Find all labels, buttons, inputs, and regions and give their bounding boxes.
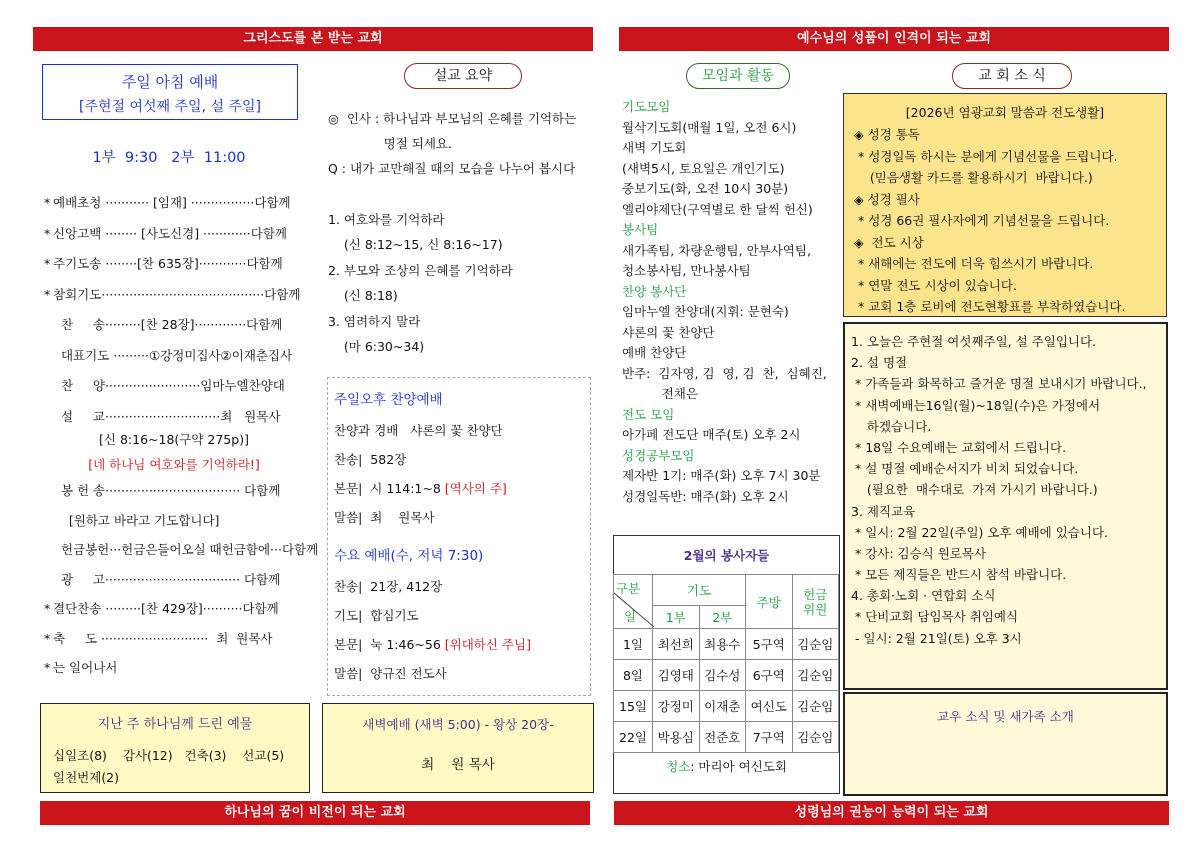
yellow-line: * 연말 전도 시상이 있습니다. bbox=[854, 277, 1017, 293]
wednesday-text: 찬송| 21장, 412장 bbox=[334, 579, 443, 594]
table-cell: 김수성 bbox=[699, 660, 746, 691]
il-label: 일 bbox=[624, 609, 637, 624]
activity-heading: 봉사팀 bbox=[622, 222, 659, 237]
order-item bbox=[44, 506, 304, 536]
table-cell: 김순임 bbox=[792, 660, 839, 691]
worship-title: 주일 아침 예배 bbox=[121, 73, 219, 91]
order-item bbox=[44, 280, 304, 311]
banner-top-right: 예수님의 성품이 인격이 되는 교회 bbox=[619, 27, 1169, 51]
yellow-line: * 성경 66권 필사자에게 기념선물을 드립니다. bbox=[854, 213, 1110, 228]
order-item bbox=[44, 219, 304, 250]
summary-line: (마 6:30~34) bbox=[328, 339, 425, 354]
activity-heading: 기도모임 bbox=[622, 99, 671, 114]
members-title: 교우 소식 및 새가족 소개 bbox=[937, 709, 1074, 724]
activity-item: (새벽5시, 토요일은 개인기도) bbox=[622, 160, 785, 176]
worship-order bbox=[44, 188, 304, 432]
worship-scripture: [신 8:16~18(구약 275p)] bbox=[99, 432, 249, 447]
order-text: 헌금봉헌···헌금은들어오실 때헌금함에···다함께 bbox=[53, 542, 319, 557]
service-line bbox=[334, 630, 590, 659]
service-box bbox=[613, 535, 840, 794]
service-line bbox=[334, 445, 590, 474]
notice-line: 4. 총회·노회 · 연합회 소식 bbox=[851, 588, 996, 604]
wednesday-lines bbox=[334, 572, 590, 688]
notice-line: * 가족들과 화목하고 즐거운 명절 보내시기 바랍니다., bbox=[851, 376, 1147, 392]
activity-item: 샤론의 꽃 찬양단 bbox=[622, 324, 715, 340]
table-cell: 최용수 bbox=[699, 629, 746, 660]
service-line bbox=[334, 659, 590, 688]
notices-list bbox=[851, 331, 1166, 649]
table-cell: 7구역 bbox=[746, 722, 793, 753]
sermon-summary bbox=[328, 106, 588, 360]
yellow-line: ◈ 성경 필사 bbox=[854, 191, 920, 207]
banner-top-left: 그리스도를 본 받는 교회 bbox=[33, 27, 593, 51]
activity-item: 예배 찬양단 bbox=[622, 345, 687, 360]
notice-line: * 단비교회 담임목사 취임예식 bbox=[851, 609, 1019, 625]
order-text: 봉 헌 송·································· 다함께 bbox=[53, 483, 281, 498]
order-item bbox=[44, 188, 304, 219]
order-star: * bbox=[44, 225, 51, 241]
worship-times: 1부 9:30 2부 11:00 bbox=[92, 150, 246, 166]
order-item bbox=[44, 249, 304, 280]
order-text: 설 교·····························최 원목사 bbox=[53, 408, 281, 424]
activities-list bbox=[622, 97, 840, 507]
order-star: * bbox=[44, 601, 51, 616]
order-text: 결단찬송 ·········[찬 429장]··········다함께 bbox=[53, 601, 279, 616]
afternoon-text: 찬양과 경배 샤론의 꽃 찬양단 bbox=[334, 423, 503, 438]
table-row bbox=[614, 629, 839, 660]
activity-item: 전채은 bbox=[622, 386, 698, 401]
order-text: 찬 송·········[찬 28장]·············다함께 bbox=[53, 317, 283, 332]
yellow-line: (믿음생활 카드를 활용하시기 바랍니다.) bbox=[854, 170, 1093, 185]
table-cell: 여신도 bbox=[746, 691, 793, 722]
order-star: * bbox=[44, 256, 51, 271]
offering-line-2: 일천번제(2) bbox=[53, 770, 120, 785]
notice-line: * 설 명절 예배순서지가 비치 되었습니다. bbox=[851, 461, 1079, 477]
worship-title-box bbox=[42, 64, 298, 120]
yellow-line: * 교회 1층 로비에 전도현황표를 부착하였습니다. bbox=[854, 299, 1126, 314]
cleaning bbox=[614, 757, 839, 775]
yellow-line: ◈ 전도 시상 bbox=[854, 234, 924, 250]
news-label: 교 회 소 식 bbox=[952, 63, 1072, 89]
notice-line: (필요한 매수대로 가져 가시기 바랍니다.) bbox=[851, 482, 1098, 498]
service-table bbox=[613, 574, 839, 753]
notices-box bbox=[843, 322, 1168, 690]
yellow-title: [2026년 염광교회 말씀과 전도생활] bbox=[905, 105, 1105, 120]
banner-bottom-left: 하나님의 꿈이 비전이 되는 교회 bbox=[40, 801, 590, 825]
activity-item: 월삭기도회(매월 1일, 오전 6시) bbox=[622, 119, 797, 135]
summary-line: 3. 염려하지 말라 bbox=[328, 313, 421, 329]
evening-services-box bbox=[327, 377, 591, 696]
table-row bbox=[614, 660, 839, 691]
dawn-box bbox=[322, 703, 594, 793]
notice-line: * 일시: 2월 22일(주일) 오후 예배에 있습니다. bbox=[851, 524, 1108, 540]
order-item bbox=[44, 565, 304, 595]
order-text: 는 일어나서 bbox=[53, 660, 118, 675]
notice-line: 하겠습니다. bbox=[851, 418, 932, 434]
activities-label: 모임과 활동 bbox=[686, 63, 790, 89]
notice-line: * 강사: 김승식 원로목사 bbox=[851, 545, 987, 561]
service-line bbox=[334, 572, 590, 601]
worship-subtitle: [주현절 여섯째 주일, 설 주일] bbox=[79, 99, 261, 115]
offering-title: 지난 주 하나님께 드린 예물 bbox=[97, 717, 253, 732]
order-text: 주기도송 ········[찬 635장]············다함께 bbox=[53, 256, 283, 271]
summary-line: (신 8:12~15, 신 8:16~17) bbox=[328, 237, 503, 252]
activity-item: 제자반 1기: 매주(화) 오후 7시 30분 bbox=[622, 468, 821, 483]
summary-line: 2. 부모와 조상의 은혜를 기억하라 bbox=[328, 262, 513, 278]
order-item bbox=[44, 535, 319, 565]
table-row bbox=[614, 691, 839, 722]
2bu-header: 2부 bbox=[699, 606, 746, 629]
activity-heading: 전도 모임 bbox=[622, 406, 675, 422]
order-item bbox=[44, 402, 304, 433]
afternoon-title: 주일오후 찬양예배 bbox=[334, 392, 443, 408]
order-star: * bbox=[44, 660, 51, 675]
order-text: 찬 양························임마누엘찬양대 bbox=[53, 378, 285, 393]
notice-line: - 일시: 2월 21일(토) 오후 3시 bbox=[851, 630, 1022, 646]
service-title: 2월의 봉사자들 bbox=[683, 548, 770, 563]
summary-line: 1. 여호와를 기억하라 bbox=[328, 211, 445, 227]
activity-item: 성경일독반: 매주(화) 오후 2시 bbox=[622, 488, 789, 504]
table-cell: 김영태 bbox=[653, 660, 700, 691]
notice-line: * 18일 수요예배는 교회에서 드립니다. bbox=[851, 439, 1067, 455]
service-line bbox=[334, 416, 590, 445]
yellow-line: * 성경일독 하시는 분에게 기념선물을 드립니다. bbox=[854, 148, 1118, 164]
table-row bbox=[614, 722, 839, 753]
activity-item: 엘리야제단(구역별로 한 달씩 헌신) bbox=[622, 201, 813, 217]
table-cell: 8일 bbox=[614, 660, 653, 691]
sermon-summary-label: 설교 요약 bbox=[404, 63, 522, 89]
activity-heading: 성경공부모임 bbox=[622, 447, 695, 463]
notice-line: * 새벽예배는16일(월)~18일(수)은 가정에서 bbox=[851, 397, 1101, 413]
table-cell: 전준호 bbox=[699, 722, 746, 753]
summary-line bbox=[328, 181, 588, 207]
activity-heading: 찬양 봉사단 bbox=[622, 283, 687, 299]
wednesday-title: 수요 예배(수, 저녁 7:30) bbox=[334, 548, 484, 564]
order-item bbox=[44, 341, 304, 372]
pray-header: 기도 bbox=[653, 575, 746, 606]
activity-item: 새가족팀, 차량운행팀, 안부사역팀, bbox=[622, 242, 811, 258]
order-item bbox=[44, 476, 304, 506]
order-star: * bbox=[44, 630, 51, 646]
banner-bottom-right: 성령님의 권능이 능력이 되는 교회 bbox=[614, 801, 1169, 825]
service-line bbox=[334, 503, 590, 532]
order-item bbox=[44, 371, 304, 402]
table-cell: 이재춘 bbox=[699, 691, 746, 722]
order-text: [원하고 바라고 기도합니다] bbox=[53, 512, 220, 528]
table-cell: 1일 bbox=[614, 629, 653, 660]
service-line bbox=[334, 474, 590, 503]
order-text: 참회기도·········································다함께 bbox=[53, 286, 301, 302]
table-cell: 22일 bbox=[614, 722, 653, 753]
table-cell: 김순임 bbox=[792, 629, 839, 660]
sermon-title: [네 하나님 여호와를 기억하라!] bbox=[88, 457, 260, 472]
afternoon-text: 본문| 시 114:1~8 bbox=[334, 481, 445, 496]
worship-order-2 bbox=[44, 476, 319, 683]
afternoon-highlight: [역사의 주] bbox=[444, 481, 507, 496]
order-text: 신앙고백 ········ [사도신경] ············다함께 bbox=[53, 225, 287, 241]
table-cell: 박용심 bbox=[653, 722, 700, 753]
1bu-header: 1부 bbox=[653, 606, 700, 629]
order-text: 축 도 ··························· 최 원목사 bbox=[53, 630, 273, 646]
activity-item: 임마누엘 찬양대(지휘: 문현숙) bbox=[622, 304, 789, 319]
table-cell: 6구역 bbox=[746, 660, 793, 691]
table-cell: 김순임 bbox=[792, 722, 839, 753]
order-item bbox=[44, 624, 304, 654]
table-cell: 김순임 bbox=[792, 691, 839, 722]
cleaning-value: : 마리아 여신도회 bbox=[690, 759, 787, 774]
members-box bbox=[843, 692, 1168, 796]
order-text: 예배초청 ··········· [임재] ················다함께 bbox=[53, 195, 291, 210]
wednesday-text: 본문| 눅 1:46~56 bbox=[334, 637, 445, 652]
table-cell: 15일 bbox=[614, 691, 653, 722]
service-line bbox=[334, 601, 590, 630]
table-cell: 강정미 bbox=[653, 691, 700, 722]
afternoon-text: 찬송| 582장 bbox=[334, 452, 407, 467]
wednesday-text: 말씀| 양규진 전도사 bbox=[334, 666, 447, 681]
summary-line: Q : 내가 교만해질 때의 모습을 나누어 봅시다 bbox=[328, 161, 576, 176]
gubun-label: 구분 bbox=[616, 581, 641, 596]
notice-line: 1. 오늘은 주현절 여섯째주일, 설 주일입니다. bbox=[851, 334, 1097, 349]
notice-line: 2. 설 명절 bbox=[851, 355, 908, 371]
wednesday-highlight: [위대하신 주님] bbox=[444, 637, 531, 652]
cleaning-label: 청소 bbox=[666, 759, 691, 774]
summary-line: ◎ 인사 : 하나님과 부모님의 은혜를 기억하는 bbox=[328, 111, 577, 126]
order-star: * bbox=[44, 286, 51, 302]
order-text: 광 고·································· 다함께 bbox=[53, 571, 281, 587]
order-item bbox=[44, 310, 304, 341]
order-text: 대표기도 ·········①강정미집사②이재춘집사 bbox=[53, 347, 293, 363]
notice-line: 3. 제직교육 bbox=[851, 503, 916, 519]
table-cell: 최선희 bbox=[653, 629, 700, 660]
gubun-header bbox=[614, 575, 653, 629]
offering-box bbox=[40, 703, 310, 793]
activity-item: 새벽 기도회 bbox=[622, 140, 687, 155]
activity-item: 반주: 김자영, 김 영, 김 찬, 심혜진, bbox=[622, 365, 827, 381]
yellow-lines bbox=[854, 124, 1166, 318]
afternoon-lines bbox=[334, 416, 590, 532]
summary-line: 명절 되세요. bbox=[328, 136, 452, 151]
order-star: * bbox=[44, 195, 51, 210]
news-yellow-box bbox=[843, 93, 1167, 317]
order-item bbox=[44, 653, 304, 683]
yellow-line: ◈ 성경 통독 bbox=[854, 127, 920, 142]
notice-line: * 모든 제직들은 반드시 참석 바랍니다. bbox=[851, 567, 1067, 583]
table-cell: 5구역 bbox=[746, 629, 793, 660]
order-item bbox=[44, 594, 304, 624]
yellow-line: * 새해에는 전도에 더욱 힘쓰시기 바랍니다. bbox=[854, 256, 1094, 271]
afternoon-text: 말씀| 최 원목사 bbox=[334, 510, 435, 525]
activity-item: 아가페 전도단 매주(토) 오후 2시 bbox=[622, 427, 801, 442]
offering-header: 헌금 위원 bbox=[792, 575, 839, 629]
summary-line: (신 8:18) bbox=[328, 288, 398, 303]
dawn-title: 새벽예배 (새벽 5:00) - 왕상 20장- bbox=[362, 717, 554, 732]
offering-line-1: 십일조(8) 감사(12) 건축(3) 선교(5) bbox=[53, 748, 285, 763]
activity-item: 청소봉사팀, 만나봉사팀 bbox=[622, 263, 751, 278]
jubang-header: 주방 bbox=[746, 575, 793, 629]
activity-item: 중보기도(화, 오전 10시 30분) bbox=[622, 181, 789, 196]
wednesday-text: 기도| 합심기도 bbox=[334, 608, 419, 623]
dawn-leader: 최 원 목사 bbox=[421, 757, 495, 773]
